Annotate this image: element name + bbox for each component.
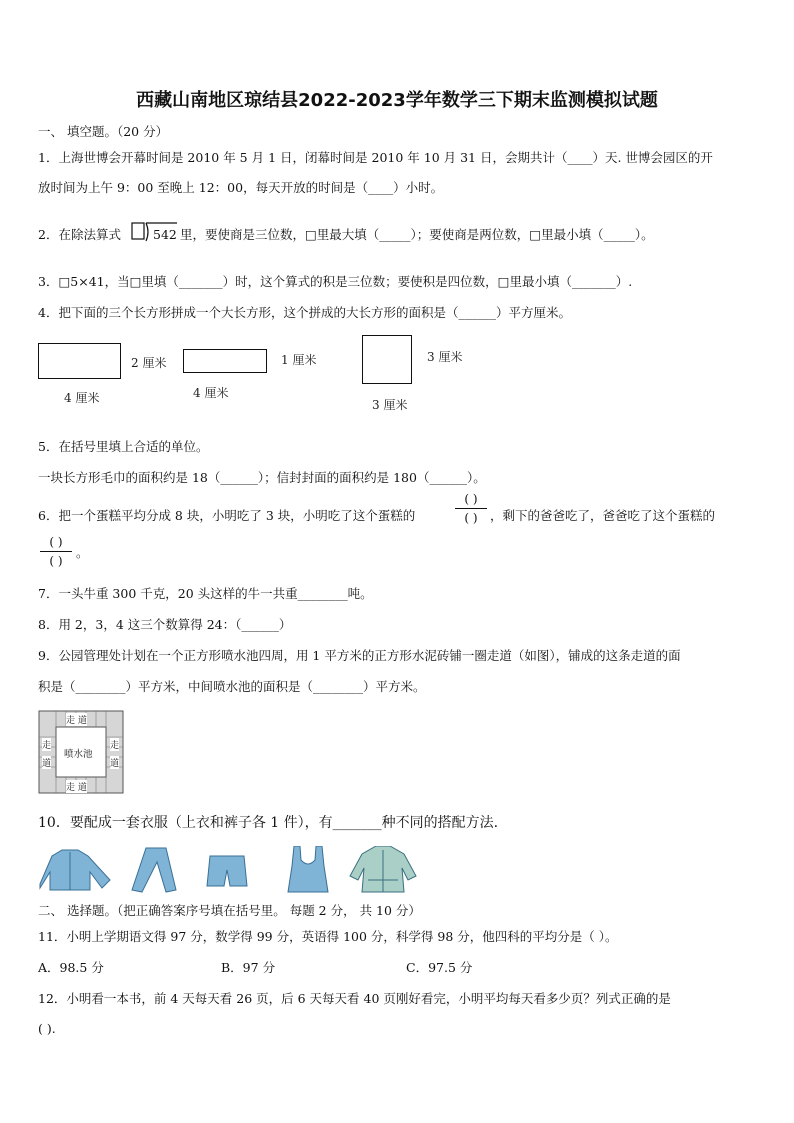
- q2-dividend: 542: [153, 227, 177, 242]
- path-label-left-2: 道: [42, 756, 51, 769]
- q6-text-2: ，剩下的爸爸吃了，爸爸吃了这个蛋糕的: [490, 508, 716, 523]
- q11-option-a: A．98.5 分: [38, 960, 104, 975]
- fraction-denominator: ( ): [49, 554, 63, 568]
- page-title: 西藏山南地区琼结县2022-2023学年数学三下期末监测模拟试题: [136, 90, 658, 111]
- q1-line1: 1．上海世博会开幕时间是 2010 年 5 月 1 日，闭幕时间是 2010 年 10 月 31 日，会期共计（____）天. 世博会园区的开: [38, 150, 713, 165]
- rect1-height-label: 2 厘米: [131, 356, 167, 370]
- fraction-numerator: ( ): [49, 535, 63, 549]
- rect1-width-label: 4 厘米: [64, 391, 100, 405]
- shorts-icon: [207, 856, 247, 886]
- q3-text: 3．□5×41，当□里填（_______）时，这个算式的积是三位数；要使积是四位数，□里最小填（_______）.: [38, 274, 633, 289]
- q5-line2: 一块长方形毛巾的面积约是 18（______）；信封封面的面积约是 180（______）。: [38, 470, 486, 485]
- fountain-label: 喷水池: [64, 749, 93, 760]
- tank-top-icon: [288, 846, 328, 892]
- rect3-height-label: 3 厘米: [427, 350, 463, 364]
- q4-text: 4．把下面的三个长方形拼成一个大长方形，这个拼成的大长方形的面积是（______）平方厘米。: [38, 305, 571, 320]
- q11-option-b: B．97 分: [221, 960, 276, 975]
- q1-line2: 放时间为上午 9：00 至晚上 12：00，每天开放的时间是（____）小时。: [38, 180, 444, 195]
- section-2-heading: 二、 选择题。（把正确答案序号填在括号里。 每题 2 分， 共 10 分）: [38, 903, 421, 918]
- square-3x3: [362, 335, 412, 384]
- q7-text: 7．一头牛重 300 千克，20 头这样的牛一共重________吨。: [38, 586, 373, 601]
- rect3-width-label: 3 厘米: [372, 398, 408, 412]
- q2-prefix: 2．在除法算式: [38, 227, 121, 242]
- jacket-icon: [40, 850, 110, 890]
- coat-icon: [350, 846, 416, 892]
- q8-text: 8．用 2，3，4 这三个数算得 24：（______）: [38, 617, 292, 632]
- section-1-heading: 一、 填空题。（20 分）: [38, 124, 169, 139]
- clothing-images: [38, 846, 418, 894]
- rectangle-4x1: [183, 349, 267, 373]
- q9-line2: 积是（________）平方米，中间喷水池的面积是（________）平方米。: [38, 679, 426, 694]
- path-label-right-1: 走: [110, 738, 119, 751]
- q11-text: 11．小明上学期语文得 97 分，数学得 99 分，英语得 100 分，科学得 98 分，他四科的平均分是（ ）。: [38, 929, 618, 944]
- path-label-top: 走 道: [66, 713, 87, 726]
- path-label-right-2: 道: [110, 756, 119, 769]
- path-label-left-1: 走: [42, 738, 51, 751]
- q6-fraction-1: [453, 492, 489, 525]
- q6-fraction-2: [38, 535, 74, 568]
- q2-suffix: 里，要使商是三位数，□里最大填（_____）；要使商是两位数，□里最小填（_____）。: [180, 227, 654, 242]
- rect2-height-label: 1 厘米: [281, 353, 317, 367]
- q11-option-c: C．97.5 分: [406, 960, 473, 975]
- q12-line2: ( ).: [38, 1021, 56, 1036]
- q6-end: 。: [76, 545, 89, 560]
- path-label-bottom: 走 道: [66, 780, 87, 793]
- q5-line1: 5．在括号里填上合适的单位。: [38, 439, 209, 454]
- q9-line1: 9．公园管理处计划在一个正方形喷水池四周，用 1 平方米的正方形水泥砖铺一圈走道（如图），铺成的这条走道的面: [38, 648, 681, 663]
- q6-text: 6．把一个蛋糕平均分成 8 块，小明吃了 3 块，小明吃了这个蛋糕的: [38, 508, 416, 523]
- q10-text: 10．要配成一套衣服（上衣和裤子各 1 件），有_______种不同的搭配方法.: [38, 815, 499, 831]
- q12-line1: 12．小明看一本书，前 4 天每天看 26 页，后 6 天每天看 40 页刚好看完，小明平均每天看多少页？列式正确的是: [38, 991, 671, 1006]
- fountain-path-diagram: [38, 710, 124, 794]
- rect2-width-label: 4 厘米: [193, 386, 229, 400]
- fraction-denominator: ( ): [464, 511, 478, 525]
- fraction-numerator: ( ): [464, 492, 478, 506]
- rectangle-4x2: [38, 343, 121, 379]
- trousers-icon: [132, 848, 176, 892]
